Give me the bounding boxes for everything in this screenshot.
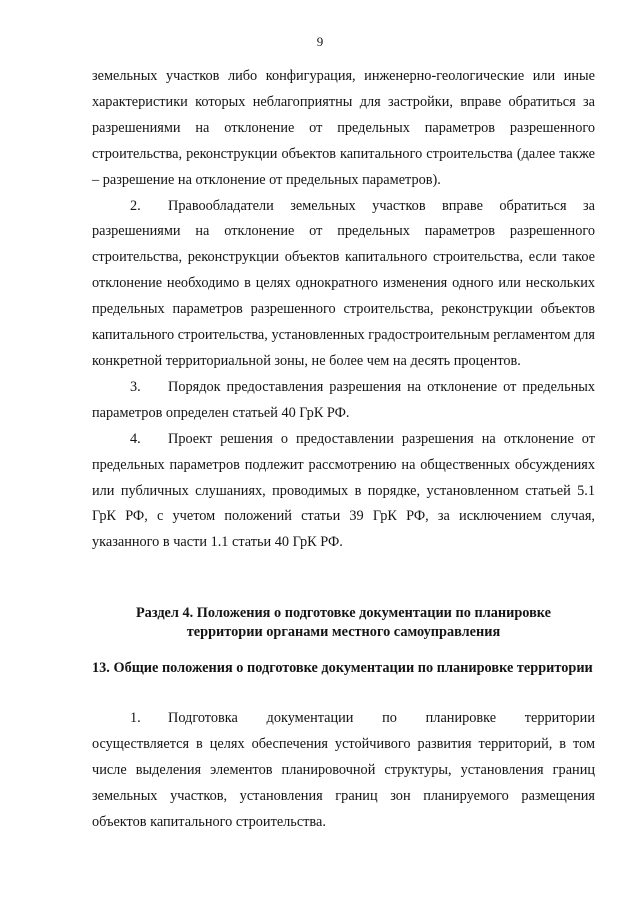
- paragraph-text: земельных участков либо конфигурация, инженерно-геологические или иные характеристики которых неблагоприятны для застройки, вправе обратиться за разрешениями на отклонение от предельных параметров разрешенного строительства, реконструкции объектов капитального строительства (далее также – разрешение на отклонение от предельных параметров).: [92, 68, 595, 188]
- body-text-block: [92, 64, 595, 556]
- paragraph-number: 3.: [130, 378, 141, 395]
- paragraph-3: [92, 375, 595, 427]
- section-heading: [92, 604, 595, 642]
- paragraph-4: [92, 427, 595, 557]
- subsection-paragraph-1: [92, 706, 595, 836]
- section-heading-line-2: территории органами местного самоуправления: [186, 624, 501, 640]
- paragraph-number: 4.: [130, 430, 141, 447]
- paragraph-continuation: [92, 64, 595, 194]
- paragraph-2: [92, 194, 595, 375]
- paragraph-number: 1.: [130, 710, 141, 726]
- paragraph-text: Правообладатели земельных участков вправе обратиться за разрешениями на отклонение от предельных параметров разрешенного строительства, реконструкции объектов капитального строительства, если такое отклонение необходимо в целях однократного изменения одного или нескольких предельных параметров разрешенного строительства, реконструкции объектов капитального строительства, установленных градостроительным регламентом для конкретной территориальной зоны, не более чем на десять процентов.: [92, 197, 595, 369]
- paragraph-number: 2.: [130, 197, 141, 214]
- paragraph-text: Подготовка документации по планировке территории осуществляется в целях обеспечения устойчивого развития территорий, в том числе выделения элементов планировочной структуры, установления границ земельных участков, установления границ зон планируемого размещения объектов капитального строительства.: [92, 710, 595, 830]
- section-heading-line-1: Раздел 4. Положения о подготовке документации по планировке: [135, 605, 552, 621]
- subsection-body-block: [92, 706, 595, 836]
- paragraph-text: Проект решения о предоставлении разрешения на отклонение от предельных параметров подлежит рассмотрению на общественных обсуждениях или публичных слушаниях, проводимых в порядке, установленном статьей 5.1 ГрК РФ, с учетом положений статьи 39 ГрК РФ, за исключением случая, указанного в части 1.1 статьи 40 ГрК РФ.: [92, 430, 595, 551]
- subsection-heading: 13. Общие положения о подготовке документации по планировке территории: [92, 660, 593, 676]
- page-number: 9: [316, 34, 324, 49]
- paragraph-text: Порядок предоставления разрешения на отклонение от предельных параметров определен статьей 40 ГрК РФ.: [92, 378, 595, 421]
